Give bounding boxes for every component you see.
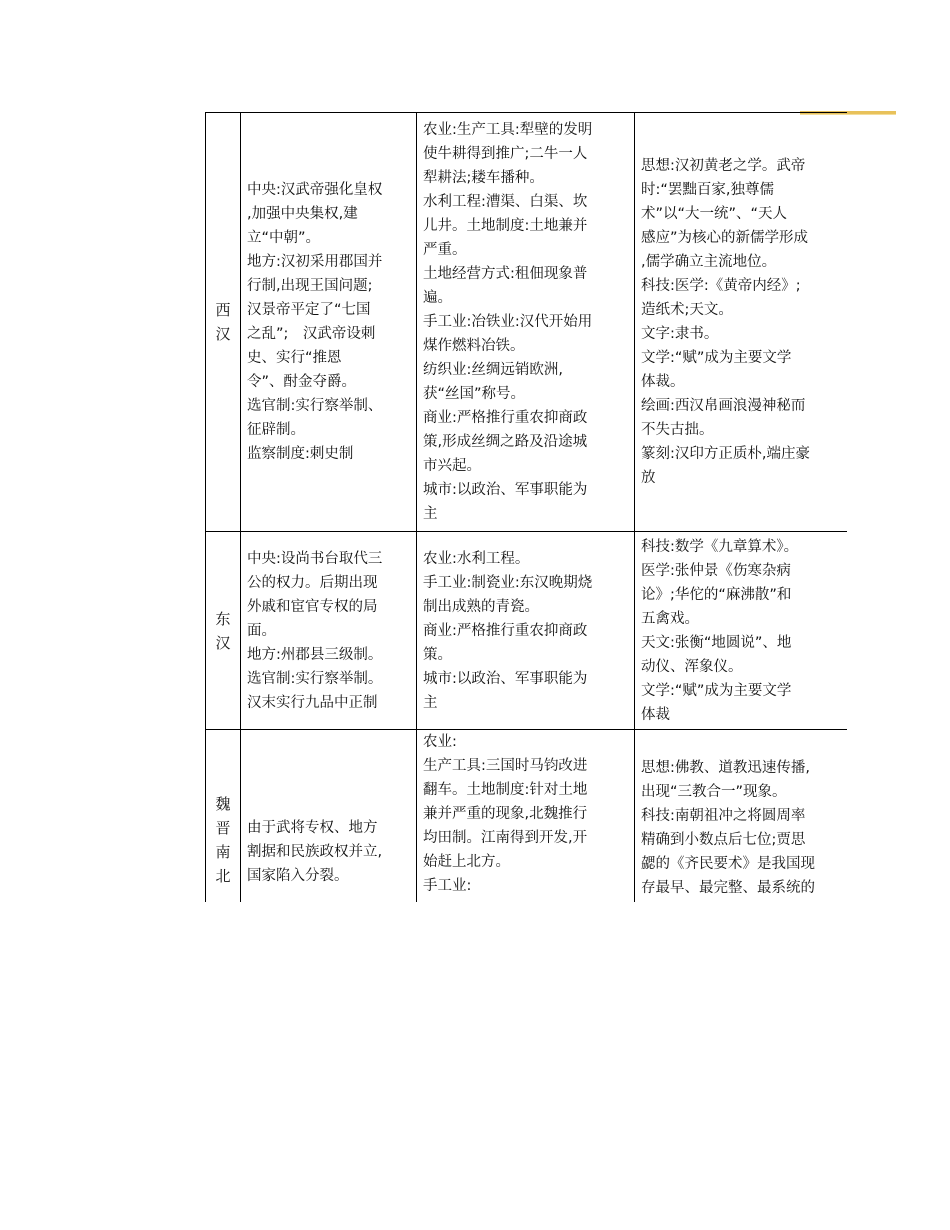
text-line: 使牛耕得到推广;二牛一人 bbox=[423, 146, 588, 162]
text-line: 翻车。土地制度:针对土地 bbox=[423, 782, 588, 798]
text-line: 科技:数学《九章算术》。 bbox=[641, 538, 799, 555]
text-line: 文学:“赋”成为主要文学 bbox=[641, 350, 792, 366]
text-line: 公的权力。后期出现 bbox=[247, 574, 378, 591]
era-char: 西 bbox=[215, 301, 231, 319]
text-line: 地方:汉初采用郡国并 bbox=[247, 254, 383, 270]
text-line: 兼并严重的现象,北魏推行 bbox=[423, 806, 588, 822]
politics-cell bbox=[241, 532, 417, 730]
text-line: 儿井。土地制度:土地兼并 bbox=[423, 218, 588, 234]
text-line: ,加强中央集权,建 bbox=[247, 206, 358, 222]
text-line: 遍。 bbox=[423, 290, 452, 306]
era-cell bbox=[206, 532, 241, 730]
text-line: 农业:水利工程。 bbox=[423, 550, 530, 567]
text-line: 中央:汉武帝强化皇权 bbox=[247, 182, 383, 198]
text-line: 天文:张衡“地圆说”、地 bbox=[641, 634, 792, 651]
text-line: 选官制:实行察举制、 bbox=[247, 398, 383, 414]
text-line: 精确到小数点后七位;贾思 bbox=[641, 832, 806, 848]
text-line: 商业:严格推行重农抑商政 bbox=[423, 622, 588, 639]
text-line: 农业:生产工具:犁壁的发明 bbox=[423, 122, 593, 138]
text-line: 行制,出现王国问题; bbox=[247, 278, 373, 294]
text-line: 绘画:西汉帛画浪漫神秘而 bbox=[641, 398, 806, 414]
text-line: 制出成熟的青瓷。 bbox=[423, 598, 539, 615]
text-line: 体裁 bbox=[641, 706, 670, 723]
politics-cell bbox=[241, 730, 417, 903]
era-cell bbox=[206, 730, 241, 903]
text-line: 史、实行“推恩 bbox=[247, 350, 342, 366]
text-line: 科技:南朝祖冲之将圆周率 bbox=[641, 808, 806, 824]
culture-cell bbox=[635, 730, 848, 903]
politics-cell bbox=[241, 113, 417, 532]
text-line: 出现“三教合一”现象。 bbox=[641, 784, 787, 800]
text-line: 令”、酎金夺爵。 bbox=[247, 374, 357, 390]
text-line: 手工业:制瓷业:东汉晚期烧 bbox=[423, 574, 593, 591]
text-line: 市兴起。 bbox=[423, 458, 481, 474]
text-line: 手工业: bbox=[423, 878, 472, 894]
text-line: 思想:汉初黄老之学。武帝 bbox=[641, 158, 806, 174]
text-line: 割据和民族政权并立, bbox=[247, 844, 383, 860]
text-line: 城市:以政治、军事职能为 bbox=[423, 670, 588, 687]
text-line: 农业: bbox=[423, 734, 457, 750]
text-line: 篆刻:汉印方正质朴,端庄豪 bbox=[641, 446, 810, 462]
era-cell bbox=[206, 113, 241, 532]
era-char: 东 bbox=[215, 609, 231, 628]
era-char: 汉 bbox=[215, 633, 231, 652]
text-line: 面。 bbox=[247, 622, 276, 639]
text-line: 水利工程:漕渠、白渠、坎 bbox=[423, 194, 588, 210]
text-line: 存最早、最完整、最系统的 bbox=[641, 880, 815, 896]
text-line: 手工业:冶铁业:汉代开始用 bbox=[423, 314, 593, 330]
text-line: 时:“罢黜百家,独尊儒 bbox=[641, 182, 775, 198]
text-line: 选官制:实行察举制。 bbox=[247, 670, 383, 687]
text-line: 征辟制。 bbox=[247, 422, 305, 438]
table-row-xihan bbox=[206, 113, 848, 532]
text-line: 国家陷入分裂。 bbox=[247, 868, 349, 884]
text-line: 汉景帝平定了“七国 bbox=[247, 302, 371, 318]
text-line: 煤作燃料冶铁。 bbox=[423, 338, 525, 354]
text-line: 之乱”; 汉武帝设刺 bbox=[247, 326, 376, 342]
text-line: 商业:严格推行重农抑商政 bbox=[423, 410, 588, 426]
text-line: 文学:“赋”成为主要文学 bbox=[641, 682, 792, 699]
text-line: 策。 bbox=[423, 646, 452, 663]
history-table-page bbox=[205, 112, 847, 902]
text-line: 医学:张仲景《伤寒杂病 bbox=[641, 562, 791, 579]
text-line: 外戚和宦官专权的局 bbox=[247, 598, 378, 615]
dynasty-summary-table bbox=[205, 112, 847, 902]
text-line: 放 bbox=[641, 470, 656, 486]
text-line: 科技:医学:《黄帝内经》; bbox=[641, 278, 801, 294]
text-line: 勰的《齐民要术》是我国现 bbox=[641, 856, 815, 872]
text-line: 思想:佛教、道教迅速传播, bbox=[641, 760, 810, 776]
table-row-weijin bbox=[206, 730, 848, 903]
text-line: 汉末实行九品中正制 bbox=[247, 694, 378, 711]
text-line: 获“丝国”称号。 bbox=[423, 386, 526, 402]
economy-cell bbox=[417, 730, 635, 903]
text-line: 犁耕法;耧车播种。 bbox=[423, 170, 544, 186]
table-row-donghan bbox=[206, 532, 848, 730]
economy-cell bbox=[417, 532, 635, 730]
text-line: 术”以“大一统”、“天人 bbox=[641, 206, 788, 222]
text-line: 动仪、浑象仪。 bbox=[641, 658, 743, 675]
culture-cell bbox=[635, 532, 848, 730]
era-char: 南 bbox=[215, 843, 231, 861]
text-line: 主 bbox=[423, 506, 438, 522]
text-line: 五禽戏。 bbox=[641, 610, 699, 627]
text-line: 土地经营方式:租佃现象普 bbox=[423, 266, 588, 282]
text-line: 体裁。 bbox=[641, 374, 685, 390]
text-line: ,儒学确立主流地位。 bbox=[641, 254, 777, 270]
culture-cell bbox=[635, 113, 848, 532]
text-line: 严重。 bbox=[423, 242, 467, 258]
text-line: 始赶上北方。 bbox=[423, 854, 510, 870]
text-line: 地方:州郡县三级制。 bbox=[247, 646, 383, 663]
text-line: 感应”为核心的新儒学形成 bbox=[641, 230, 809, 246]
text-line: 论》;华佗的“麻沸散”和 bbox=[641, 586, 792, 603]
text-line: 监察制度:刺史制 bbox=[247, 446, 354, 462]
text-line: 造纸术;天文。 bbox=[641, 302, 733, 318]
text-line: 文字:隶书。 bbox=[641, 326, 719, 342]
era-char: 汉 bbox=[215, 325, 231, 343]
era-char: 北 bbox=[215, 867, 231, 885]
era-char: 晋 bbox=[215, 819, 231, 837]
text-line: 纺织业:丝绸远销欧洲, bbox=[423, 362, 563, 378]
text-line: 主 bbox=[423, 694, 438, 711]
text-line: 由于武将专权、地方 bbox=[247, 820, 378, 836]
text-line: 策,形成丝绸之路及沿途城 bbox=[423, 434, 588, 450]
text-line: 中央:设尚书台取代三 bbox=[247, 550, 383, 567]
economy-cell bbox=[417, 113, 635, 532]
era-char: 魏 bbox=[215, 795, 231, 813]
text-line: 不失古拙。 bbox=[641, 422, 714, 438]
text-line: 城市:以政治、军事职能为 bbox=[423, 482, 588, 498]
text-line: 均田制。江南得到开发,开 bbox=[423, 830, 588, 846]
text-line: 立“中朝”。 bbox=[247, 230, 321, 246]
text-line: 生产工具:三国时马钧改进 bbox=[423, 758, 588, 774]
